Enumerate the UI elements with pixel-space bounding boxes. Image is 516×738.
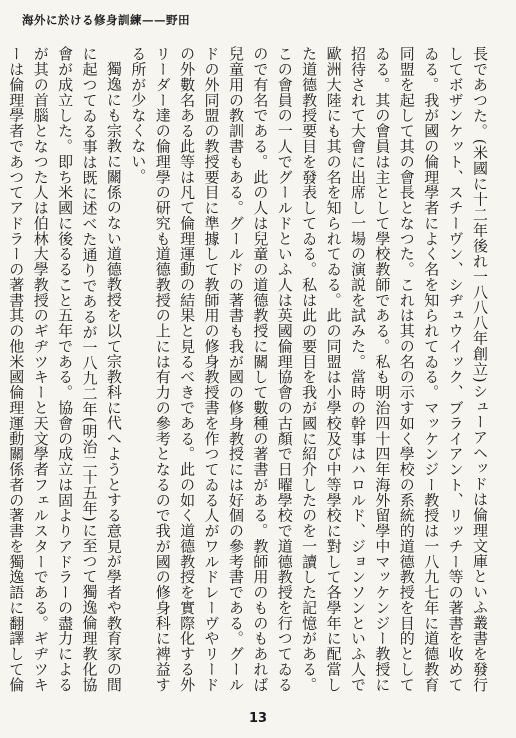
body-text [7,46,492,692]
paragraph: 長であつた。(米國に十二年後れ一八八八年創立)シューアヘッドは倫理文庫といふ叢書を發行してボザンケット、スチーヴン、シヂュウイック、ブライアント、リッチー等の著書を收めてゐる。我が國の倫理學者によく名を知られてゐる。マッケンジー教授は一八九七年に道德教育同盟を起して其の會長となつた。これは其の名の示す如く學校の系統的道德教授を目的としてゐる。其の會員は主として學校教師である。私も明治四十四年海外留學中マッケンジー教授に招待されて大會に出席し一場の演説を試みた。當時の幹事はハロルド、ジョンソンといふ人で歐洲大陸にも其の名を知られてゐる。此の同盟は小學校及び中等學校に對して各學年に配當した道德教授要目を發表してゐる。私は此の要目を我が國に紹介したのを一讀した記憶がある。この會員の一人でグールドといふ人は英國倫理協會の古顏で日曜學校で道德教授を行つてゐるので有名である。此の人は兒童の道德教授に關して數種の著書がある。教師用のものもあれば兒童用の教訓書もある。グールドの著書も我が國の修身教授には好個の參考書である。グールドの外同盟の教授要目に準據して教師用の修身教授書を作つてゐる人がワルドレーヴやリードの外數名ある此等は凡て倫理運動の結果と見るべきである。此の如く道德教授を實際化する外リーダー達の倫理學の研究も道德教授の上には有力の參考となるので我が國の修身科に裨益する所が少なくない。 [129,46,489,692]
paragraph: 獨逸にも宗教に關係のない道德教授を以て宗教科に代へようとする意見が學者や教育家の間に起つてゐる事は既に述べた通りであるが一八九二年(明治二十五年)に至つて獨逸倫理教化協會が成立した。即ち米國に後るること五年である。協會の成立は固よりアドラーの盡力によるが其の首腦となつた人は伯林大學教授のギヂツキーと天文學者フェルスターである。ギヂツキーは倫理學者であつてアドラーの著書其の他米國倫理運動關係者の著書を獨逸語に翻譯して倫 [7,46,123,692]
page-number: 13 [248,711,268,726]
running-header: 海外に於ける修身訓練——野田 [22,13,190,27]
